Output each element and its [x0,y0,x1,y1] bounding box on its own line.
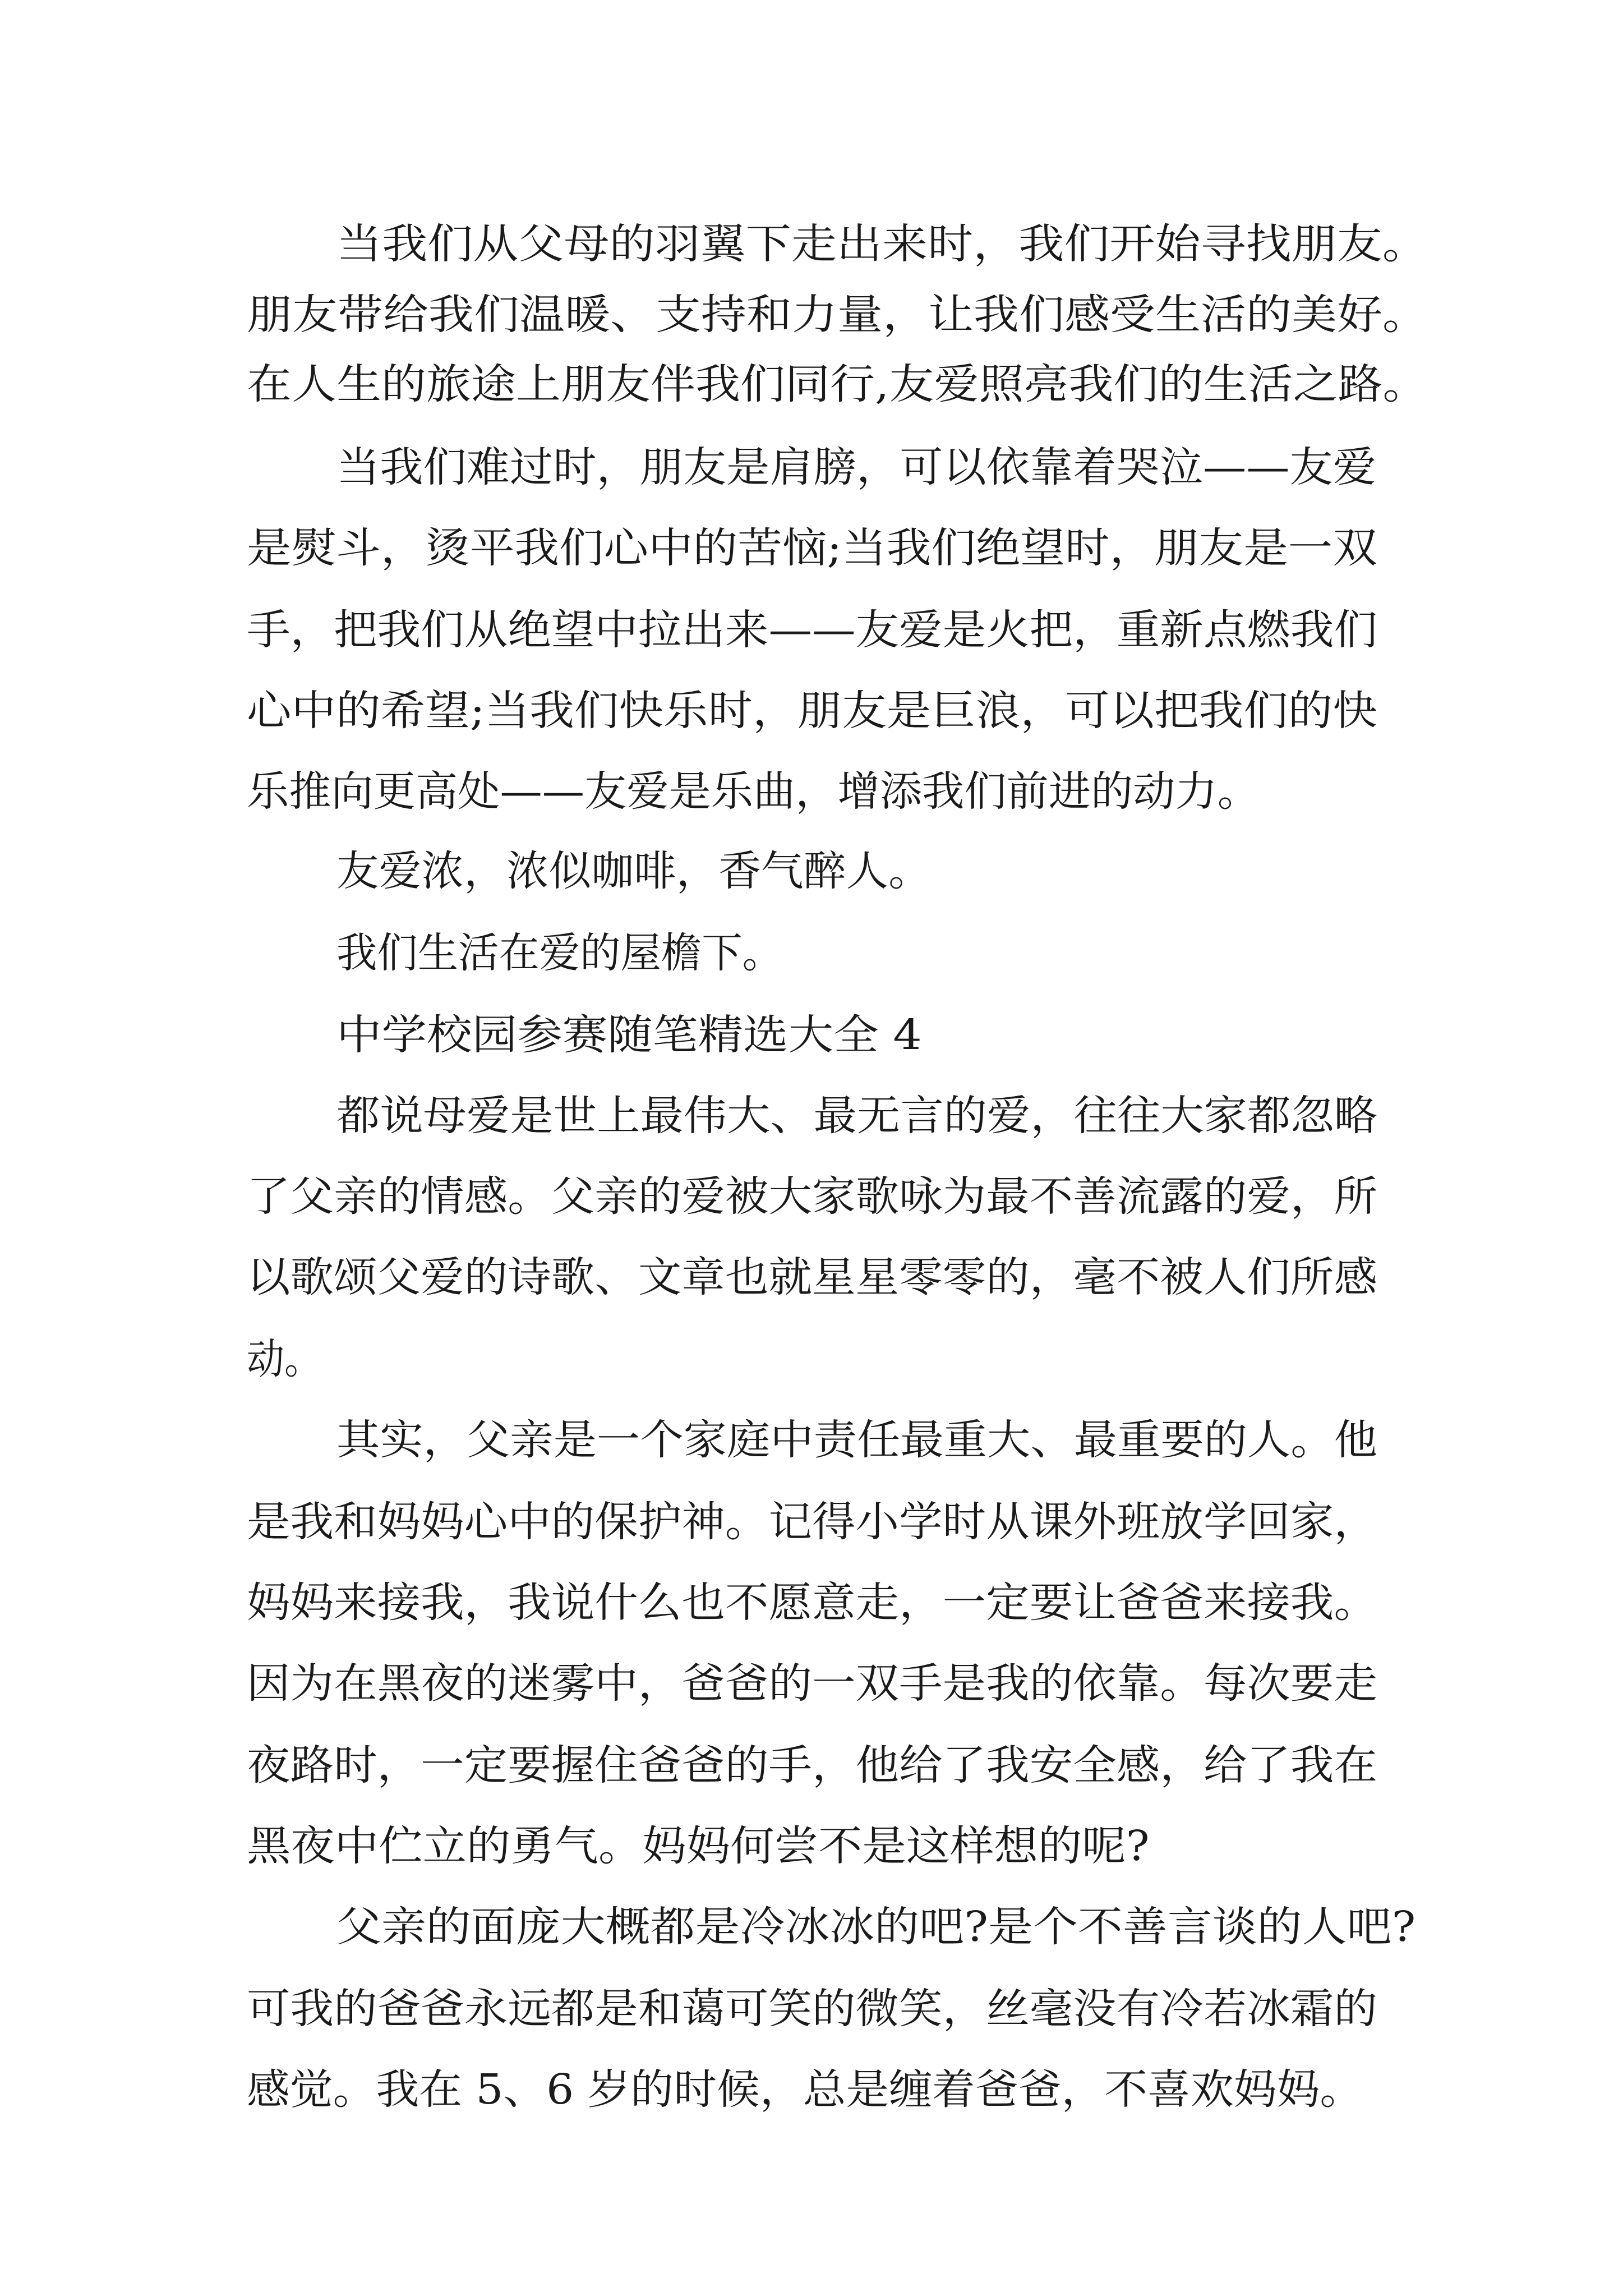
text-line: 父亲的面庞大概都是冷冰冰的吧?是个不善言谈的人吧? [336,1903,1416,1951]
text-line: 是我和妈妈心中的保护神。记得小学时从课外班放学回家， [247,1498,1377,1546]
text-line: 夜路时，一定要握住爸爸的手，他给了我安全感，给了我在 [247,1741,1377,1789]
text-line: 心中的希望;当我们快乐时，朋友是巨浪，可以把我们的快 [247,687,1377,735]
text-line: 我们生活在爱的屋檐下。 [336,929,783,977]
text-line: 都说母爱是世上最伟大、最无言的爱，往往大家都忽略 [336,1092,1377,1140]
text-line: 手，把我们从绝望中拉出来——友爱是火把，重新点燃我们 [247,606,1377,654]
text-line: 动。 [247,1335,322,1383]
text-line: 以歌颂父爱的诗歌、文章也就星星零零的，毫不被人们所感 [247,1253,1377,1301]
text-line: 朋友带给我们温暖、支持和力量，让我们感受生活的美好。 [247,291,1428,339]
text-line: 乐推向更高处——友爱是乐曲，增添我们前进的动力。 [247,767,1260,816]
text-line: 了父亲的情感。父亲的爱被大家歌咏为最不善流露的爱，所 [247,1172,1377,1221]
text-line: 在人生的旅途上朋友伴我们同行,友爱照亮我们的生活之路。 [247,360,1428,408]
text-line: 友爱浓，浓似咖啡，香气醉人。 [336,847,931,895]
text-line: 当我们难过时，朋友是肩膀，可以依靠着哭泣——友爱 [336,443,1376,491]
section-heading: 中学校园参赛随笔精选大全 4 [336,1011,922,1059]
text-line: 黑夜中伫立的勇气。妈妈何尝不是这样想的呢? [247,1822,1150,1870]
text-line: 当我们从父母的羽翼下走出来时，我们开始寻找朋友。 [336,220,1428,268]
text-line: 可我的爸爸永远都是和蔼可笑的微笑，丝毫没有冷若冰霜的 [247,1985,1377,2033]
text-line: 因为在黑夜的迷雾中，爸爸的一双手是我的依靠。每次要走 [247,1659,1377,1708]
text-line: 感觉。我在 5、6 岁的时候，总是缠着爸爸，不喜欢妈妈。 [247,2065,1363,2114]
text-line: 其实，父亲是一个家庭中责任最重大、最重要的人。他 [336,1416,1377,1464]
text-line: 妈妈来接我，我说什么也不愿意走，一定要让爸爸来接我。 [247,1579,1377,1627]
text-line: 是熨斗，烫平我们心中的苦恼;当我们绝望时，朋友是一双 [247,524,1377,572]
